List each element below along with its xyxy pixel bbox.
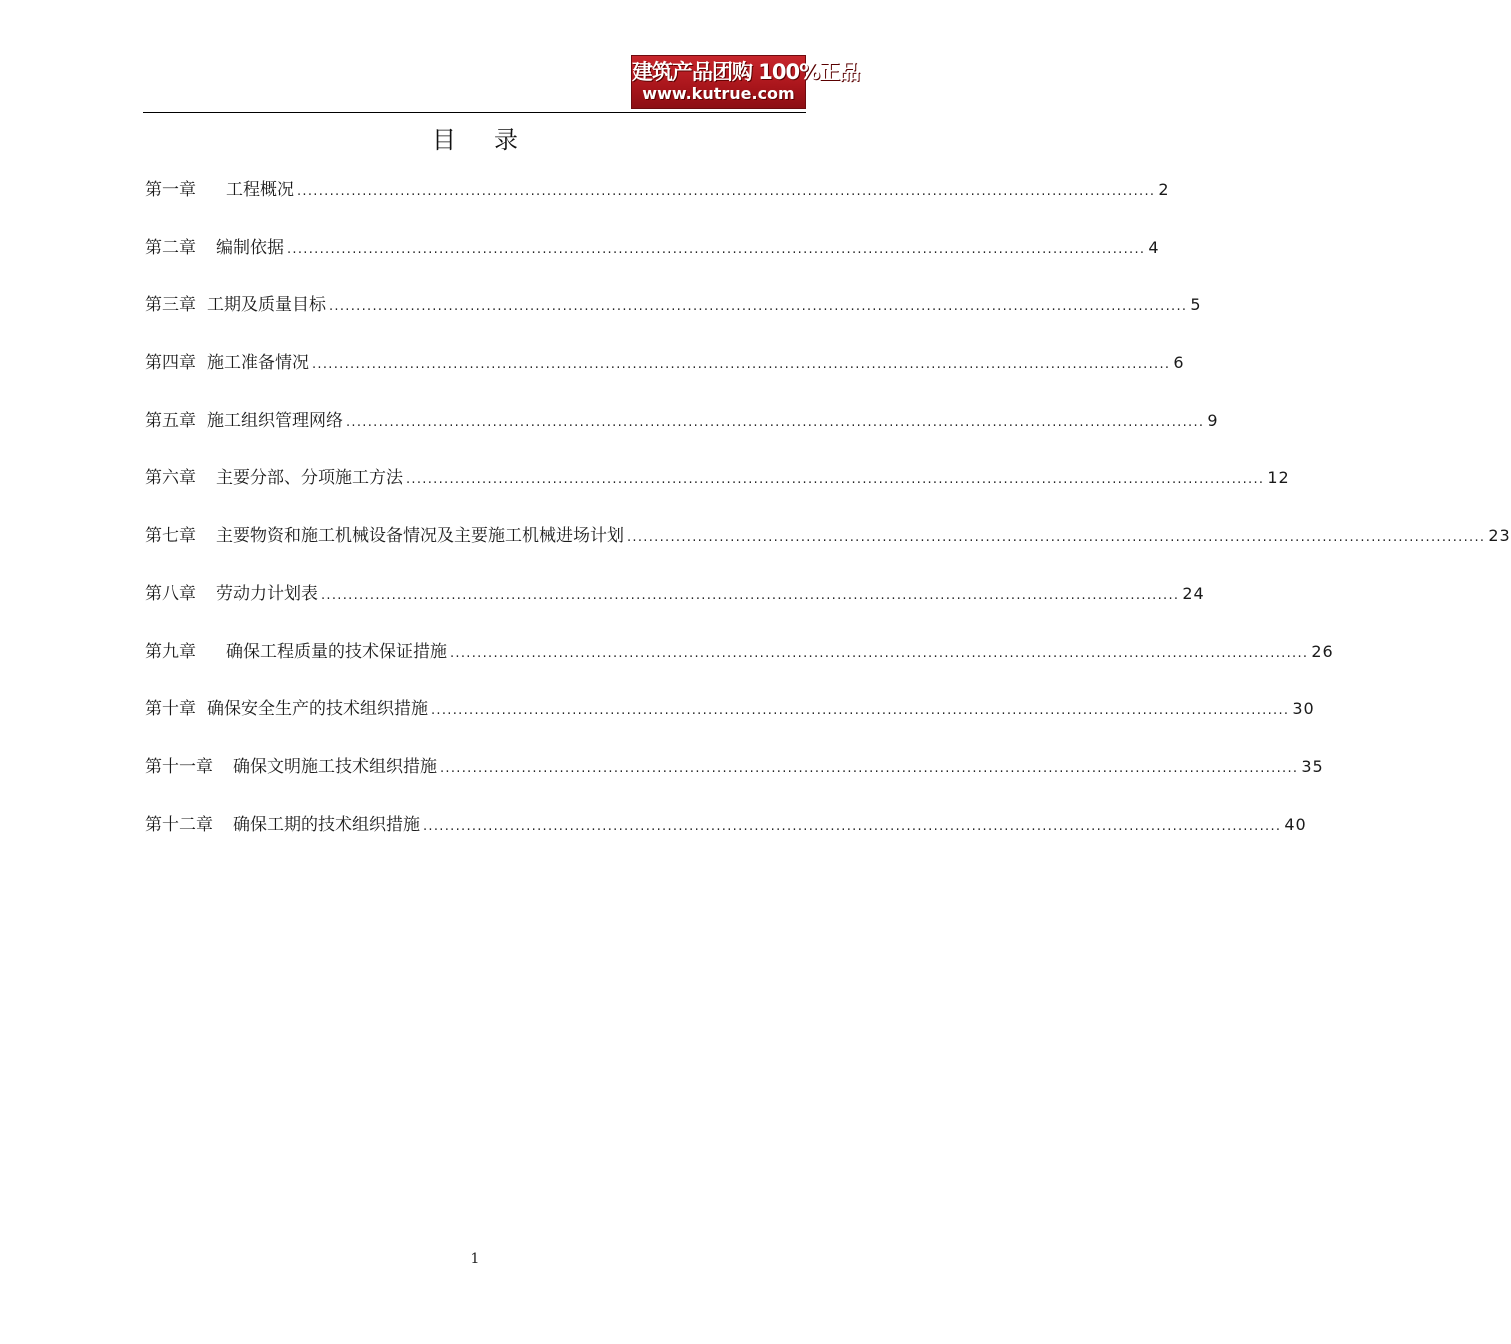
toc-chapter-number: 第五章 [145,410,196,431]
brand-logo [631,55,860,109]
logo-slogan: 建筑产品团购 100%正品 [632,60,860,84]
toc-dot-leader [406,464,1264,496]
toc-page-number: 23 [1488,526,1511,546]
toc-entry[interactable] [145,289,1202,347]
toc-dot-leader [297,176,1155,208]
toc-chapter-number: 第十一章 [145,756,213,777]
toc-chapter-number: 第二章 [145,237,196,258]
toc-dot-leader [450,638,1308,670]
toc-chapter-title: 工程概况 [226,180,294,200]
toc-chapter-number: 第十二章 [145,814,213,835]
toc-dot-leader [312,349,1170,381]
toc-chapter-title: 工期及质量目标 [207,295,326,316]
toc-chapter-title: 确保工期的技术组织措施 [233,814,420,835]
toc-chapter-number: 第三章 [145,295,196,316]
toc-entry[interactable] [145,232,1160,290]
toc-entry[interactable] [145,809,1307,867]
toc-dot-leader [321,580,1179,612]
toc-dot-leader [329,291,1187,323]
toc-chapter-title: 编制依据 [216,237,284,258]
toc-entry[interactable] [145,751,1324,809]
logo-url: www.kutrue.com [642,84,795,103]
toc-dot-leader [346,407,1204,439]
toc-chapter-title: 确保工程质量的技术保证措施 [226,641,447,662]
toc-chapter-title: 确保安全生产的技术组织措施 [207,699,428,720]
toc-entry[interactable] [145,578,1205,636]
toc-page-number: 35 [1301,756,1324,776]
toc-chapter-number: 第七章 [145,526,196,547]
toc-chapter-number: 第四章 [145,353,196,374]
toc-entry[interactable] [145,462,1290,520]
toc-dot-leader [431,695,1289,727]
toc-chapter-number: 第六章 [145,468,196,489]
toc-entry[interactable] [145,520,1511,578]
toc-page-number: 24 [1182,583,1205,603]
table-of-contents [145,174,1511,866]
toc-entry[interactable] [145,693,1315,751]
toc-chapter-title: 施工组织管理网络 [207,410,343,431]
toc-chapter-title: 主要物资和施工机械设备情况及主要施工机械进场计划 [216,526,624,547]
toc-chapter-number: 第十章 [145,699,196,720]
toc-entry[interactable] [145,174,1170,232]
toc-chapter-title: 确保文明施工技术组织措施 [233,756,437,777]
toc-entry[interactable] [145,405,1219,463]
toc-page-number: 12 [1267,468,1290,488]
header-divider [143,112,806,113]
toc-page-number: 9 [1207,410,1219,430]
toc-page-number: 6 [1173,353,1185,373]
toc-dot-leader [423,811,1281,843]
toc-dot-leader [627,522,1485,554]
toc-chapter-number: 第一章 [145,180,196,200]
footer-page-number: 1 [470,1251,480,1267]
toc-chapter-number: 第八章 [145,583,196,604]
toc-dot-leader [440,753,1298,785]
toc-chapter-title: 主要分部、分项施工方法 [216,468,403,489]
toc-entry[interactable] [145,347,1185,405]
toc-chapter-title: 劳动力计划表 [216,583,318,604]
toc-page-number: 2 [1158,180,1170,199]
toc-entry[interactable] [145,636,1334,694]
toc-page-number: 4 [1148,237,1160,257]
toc-dot-leader [287,234,1145,266]
toc-chapter-title: 施工准备情况 [207,353,309,374]
toc-page-number: 26 [1311,641,1334,661]
toc-page-number: 30 [1292,699,1315,719]
toc-title: 目录 [432,126,556,154]
toc-page-number: 5 [1190,295,1202,315]
toc-chapter-number: 第九章 [145,641,196,662]
toc-page-number: 40 [1284,814,1307,834]
